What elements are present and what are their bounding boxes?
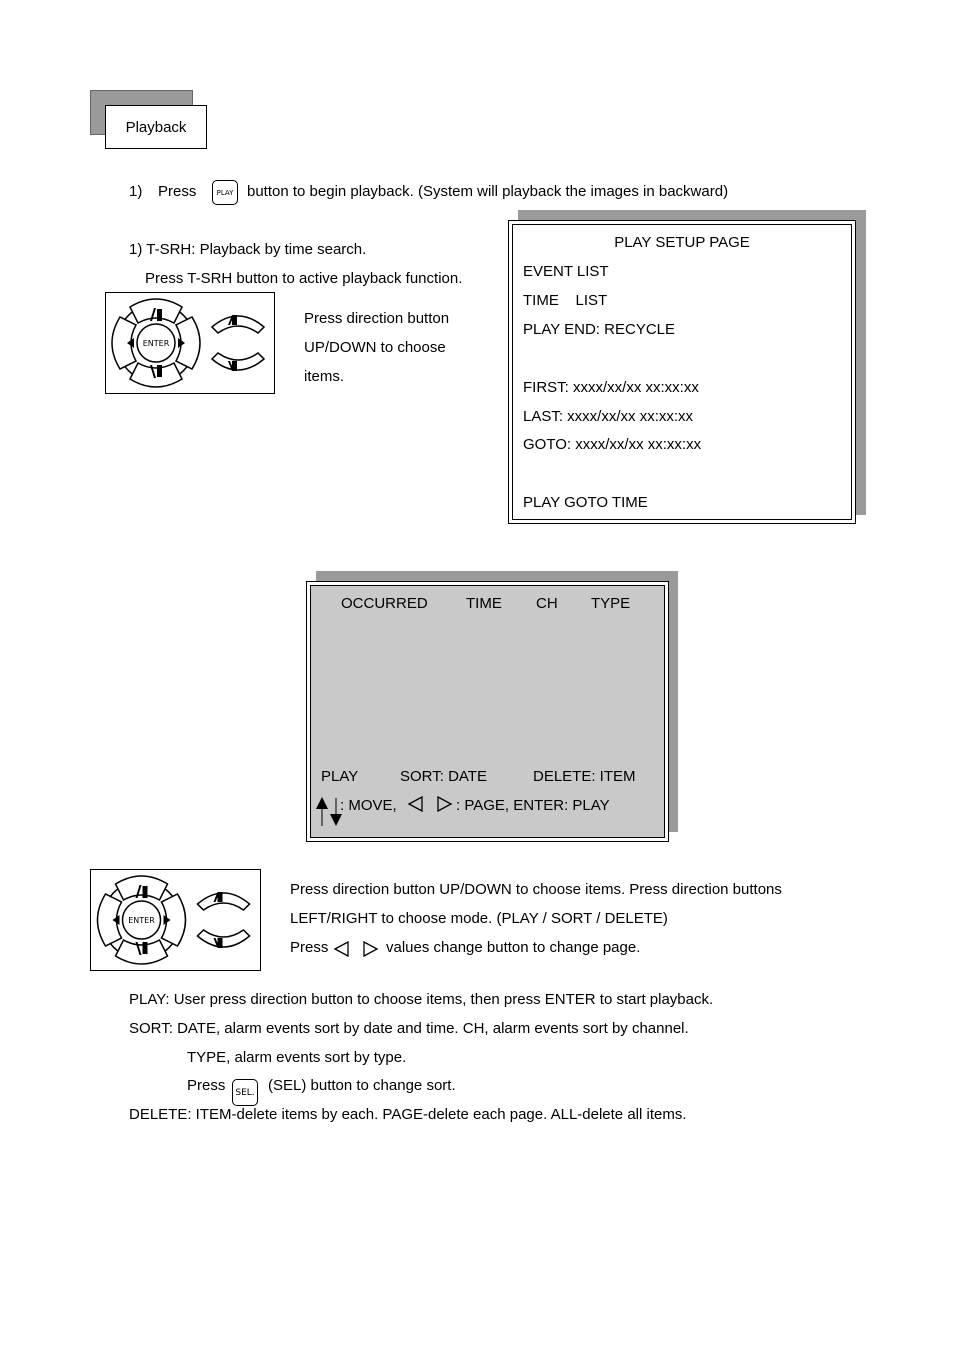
remote-diagram (105, 292, 275, 394)
play-key-label: PLAY (216, 188, 234, 197)
enter-label: ENTER (142, 339, 170, 348)
setup-item-play-goto[interactable]: PLAY GOTO TIME (523, 494, 648, 511)
note-sort: SORT: DATE, alarm events sort by date and time. CH, alarm events sort by channel. (129, 1020, 689, 1037)
note-sel-press: Press (187, 1077, 226, 1094)
direction-help-line: UP/DOWN to choose (304, 339, 446, 356)
step-description: button to begin playback. (System will playback the images in backward) (247, 183, 729, 200)
note-type: TYPE, alarm events sort by type. (187, 1049, 407, 1066)
enter-label: ENTER (128, 916, 155, 925)
left-right-arrow-icon (408, 796, 454, 814)
tsrh-title: 1) T-SRH: Playback by time search. (129, 241, 367, 258)
setup-item-time-list[interactable]: TIME LIST (523, 292, 608, 309)
setup-item-play-end[interactable]: PLAY END: RECYCLE (523, 321, 675, 338)
instruction-line: Press direction button UP/DOWN to choose items. Press direction buttons (290, 881, 782, 898)
note-sel-description: (SEL) button to change sort. (268, 1077, 456, 1094)
step-press: Press (158, 183, 197, 200)
direction-help (304, 304, 449, 391)
section-tab-label: Playback (125, 118, 187, 136)
left-right-arrow-icon (334, 940, 380, 958)
sel-key-label: SEL. (235, 1087, 255, 1098)
direction-pad-icon (106, 293, 274, 393)
sel-key-icon (232, 1079, 258, 1106)
tsrh-subtitle: Press T-SRH button to active playback function. (145, 270, 463, 287)
setup-item-first[interactable]: FIRST: xxxx/xx/xx xx:xx:xx (523, 379, 699, 396)
note-delete: DELETE: ITEM-delete items by each. PAGE-delete each page. ALL-delete all items. (129, 1106, 687, 1123)
mode-delete[interactable]: DELETE: ITEM (533, 768, 636, 785)
direction-pad-icon (91, 870, 260, 970)
column-header-occurred: OCCURRED (341, 595, 428, 612)
setup-page-title: PLAY SETUP PAGE (614, 234, 750, 251)
hint-page-play: : PAGE, ENTER: PLAY (456, 797, 610, 814)
section-tab (105, 105, 207, 149)
column-header-ch: CH (536, 595, 558, 612)
setup-item-goto[interactable]: GOTO: xxxx/xx/xx xx:xx:xx (523, 436, 702, 453)
step-number: 1) (129, 183, 143, 200)
play-key-icon (212, 180, 238, 205)
hint-move: : MOVE, (340, 797, 397, 814)
mode-play[interactable]: PLAY (321, 768, 359, 785)
instruction-page-change: values change button to change page. (386, 939, 641, 956)
setup-item-event-list[interactable]: EVENT LIST (523, 263, 609, 280)
up-down-arrow-icon (313, 796, 343, 828)
instruction-press: Press (290, 939, 329, 956)
instruction-line: LEFT/RIGHT to choose mode. (PLAY / SORT / DELETE) (290, 910, 668, 927)
remote-diagram (90, 869, 261, 971)
note-play: PLAY: User press direction button to choose items, then press ENTER to start playback. (129, 991, 714, 1008)
direction-help-line: items. (304, 368, 345, 385)
mode-sort[interactable]: SORT: DATE (400, 768, 487, 785)
setup-item-last[interactable]: LAST: xxxx/xx/xx xx:xx:xx (523, 408, 694, 425)
column-header-time: TIME (466, 595, 502, 612)
direction-help-line: Press direction button (304, 310, 450, 327)
column-header-type: TYPE (591, 595, 631, 612)
